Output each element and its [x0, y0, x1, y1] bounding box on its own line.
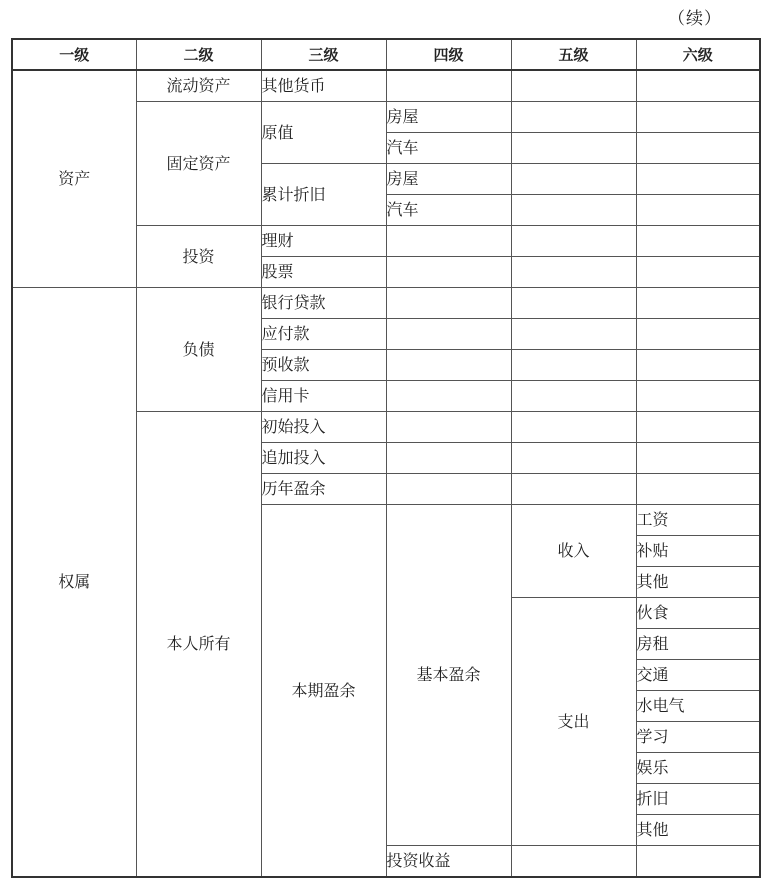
- account-hierarchy-table: [11, 38, 761, 878]
- table-row: [12, 288, 760, 319]
- empty-cell: [386, 226, 511, 257]
- empty-cell: [636, 443, 760, 474]
- level4-house: 房屋: [386, 164, 511, 195]
- empty-cell: [636, 846, 760, 878]
- level3-current-surplus: 本期盈余: [261, 505, 386, 878]
- level4-investment-income: 投资收益: [386, 846, 511, 878]
- empty-cell: [511, 133, 636, 164]
- empty-cell: [386, 288, 511, 319]
- level3-stocks: 股票: [261, 257, 386, 288]
- empty-cell: [636, 257, 760, 288]
- level6-rent: 房租: [636, 629, 760, 660]
- empty-cell: [386, 381, 511, 412]
- level6-other-income: 其他: [636, 567, 760, 598]
- empty-cell: [511, 195, 636, 226]
- empty-cell: [636, 70, 760, 102]
- continued-label: （续）: [668, 9, 722, 29]
- level2-investment: 投资: [136, 226, 261, 288]
- level2-liabilities: 负债: [136, 288, 261, 412]
- empty-cell: [636, 133, 760, 164]
- empty-cell: [511, 226, 636, 257]
- empty-cell: [636, 288, 760, 319]
- level6-transport: 交通: [636, 660, 760, 691]
- level4-basic-surplus: 基本盈余: [386, 505, 511, 846]
- level3-advance-receipts: 预收款: [261, 350, 386, 381]
- table-row: [12, 70, 760, 102]
- empty-cell: [636, 350, 760, 381]
- level4-house: 房屋: [386, 102, 511, 133]
- level3-accumulated-depreciation: 累计折旧: [261, 164, 386, 226]
- empty-cell: [511, 257, 636, 288]
- level2-owner-equity: 本人所有: [136, 412, 261, 878]
- empty-cell: [386, 350, 511, 381]
- level3-retained-surplus: 历年盈余: [261, 474, 386, 505]
- empty-cell: [386, 443, 511, 474]
- empty-cell: [511, 350, 636, 381]
- empty-cell: [386, 70, 511, 102]
- level3-bank-loan: 银行贷款: [261, 288, 386, 319]
- level3-credit-card: 信用卡: [261, 381, 386, 412]
- empty-cell: [386, 319, 511, 350]
- level5-income: 收入: [511, 505, 636, 598]
- header-level-3: 三级: [261, 39, 386, 70]
- header-level-1: 一级: [12, 39, 136, 70]
- empty-cell: [636, 474, 760, 505]
- level1-assets: 资产: [12, 70, 136, 288]
- level6-other-expense: 其他: [636, 815, 760, 846]
- level1-equity: 权属: [12, 288, 136, 878]
- level3-other-currency: 其他货币: [261, 70, 386, 102]
- level3-accounts-payable: 应付款: [261, 319, 386, 350]
- empty-cell: [511, 412, 636, 443]
- level2-fixed-assets: 固定资产: [136, 102, 261, 226]
- empty-cell: [386, 474, 511, 505]
- level6-food: 伙食: [636, 598, 760, 629]
- level3-original-value: 原值: [261, 102, 386, 164]
- empty-cell: [511, 846, 636, 878]
- level5-expense: 支出: [511, 598, 636, 846]
- empty-cell: [636, 412, 760, 443]
- empty-cell: [511, 70, 636, 102]
- empty-cell: [636, 195, 760, 226]
- level3-additional-investment: 追加投入: [261, 443, 386, 474]
- level6-entertainment: 娱乐: [636, 753, 760, 784]
- empty-cell: [511, 474, 636, 505]
- empty-cell: [511, 443, 636, 474]
- header-level-5: 五级: [511, 39, 636, 70]
- header-level-2: 二级: [136, 39, 261, 70]
- header-level-4: 四级: [386, 39, 511, 70]
- level4-car: 汽车: [386, 133, 511, 164]
- empty-cell: [511, 319, 636, 350]
- empty-cell: [636, 381, 760, 412]
- empty-cell: [511, 288, 636, 319]
- level6-depreciation: 折旧: [636, 784, 760, 815]
- level6-study: 学习: [636, 722, 760, 753]
- level6-salary: 工资: [636, 505, 760, 536]
- level6-subsidy: 补贴: [636, 536, 760, 567]
- empty-cell: [636, 226, 760, 257]
- empty-cell: [636, 319, 760, 350]
- empty-cell: [386, 412, 511, 443]
- empty-cell: [386, 257, 511, 288]
- empty-cell: [636, 164, 760, 195]
- level3-initial-investment: 初始投入: [261, 412, 386, 443]
- empty-cell: [636, 102, 760, 133]
- level6-utilities: 水电气: [636, 691, 760, 722]
- level2-current-assets: 流动资产: [136, 70, 261, 102]
- level3-wealth-management: 理财: [261, 226, 386, 257]
- header-row: [12, 39, 760, 70]
- empty-cell: [511, 102, 636, 133]
- header-level-6: 六级: [636, 39, 760, 70]
- empty-cell: [511, 381, 636, 412]
- level4-car: 汽车: [386, 195, 511, 226]
- empty-cell: [511, 164, 636, 195]
